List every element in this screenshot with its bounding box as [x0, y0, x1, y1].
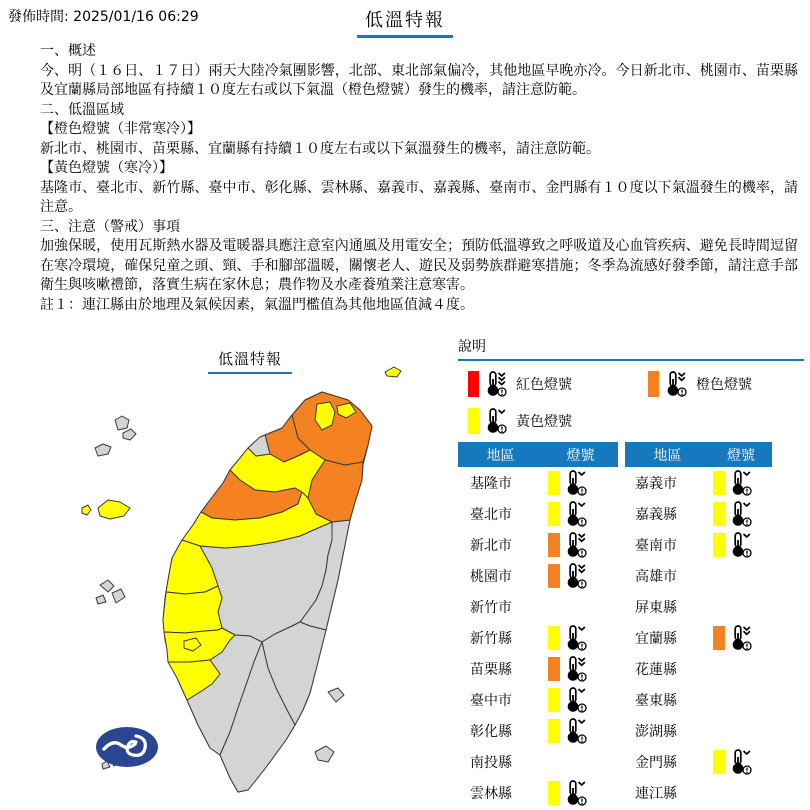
signal-swatch: [548, 502, 560, 526]
region-name: 苗栗縣: [470, 661, 512, 678]
table-header: [625, 442, 772, 467]
map-island-penghu: [96, 580, 125, 604]
signal-cell: [548, 624, 589, 652]
taiwan-map-image: [60, 340, 460, 810]
thermometer-icon: [563, 531, 589, 559]
signal-swatch: [548, 719, 560, 743]
region-name: 彰化縣: [470, 723, 512, 740]
signal-cell: [548, 469, 589, 497]
signal-swatch: [468, 408, 479, 434]
table-row: [625, 529, 772, 560]
region-name: 澎湖縣: [635, 723, 677, 740]
signal-swatch: [648, 371, 659, 397]
map-island-kinmen: [82, 500, 130, 519]
legend-item: [458, 365, 640, 402]
thermometer-icon: [563, 500, 589, 528]
region-name: 臺東縣: [635, 692, 677, 709]
signal-cell: [713, 624, 754, 652]
thermometer-icon: [728, 748, 754, 776]
signal-swatch: [713, 750, 725, 774]
region-name: 連江縣: [635, 785, 677, 802]
thermometer-icon: [563, 469, 589, 497]
thermometer-icon: [728, 624, 754, 652]
map-region-yunlin: [163, 586, 222, 633]
region-name: 臺北市: [470, 506, 512, 523]
publish-time: 發佈時間: 2025/01/16 06:29: [8, 9, 199, 25]
column-header-region: 地區: [486, 447, 515, 464]
table-row: [625, 622, 772, 653]
signal-swatch: [468, 371, 479, 397]
column-header-signal: 燈號: [566, 447, 595, 464]
section3-body: 加強保暖，使用瓦斯熱水器及電暖器具應注意室內通風及用電安全；預防低溫導致之呼吸道及心血管疾病、避免長時間逗留在寒冷環境，確保兒童之頭、頸、手和腳部溫暖，關懷老人、遊民及弱勢族群避寒措施；冬季為流感好發季節，請注意手部衛生與咳嗽禮節，落實生病在家休息；農作物及水產養殖業注意寒害。: [40, 238, 798, 293]
region-name: 雲林縣: [470, 785, 512, 802]
cwb-logo: [96, 727, 158, 767]
signal-cell: [548, 717, 589, 745]
map-island-matsu: [115, 416, 136, 440]
signal-table-right: [625, 442, 772, 808]
region-name: 臺南市: [635, 537, 677, 554]
table-row: [625, 653, 772, 684]
signal-swatch: [548, 781, 560, 805]
report-body: [40, 42, 798, 315]
table-row: [625, 715, 772, 746]
thermometer-icon: [563, 655, 589, 683]
legend-item-label: 橙色燈號: [696, 376, 752, 393]
signal-cell: [713, 531, 754, 559]
section3-heading: 三、注意（警戒）事項: [40, 218, 180, 235]
table-header: [458, 442, 618, 467]
note1: 註１：連江縣由於地理及氣候因素，氣溫門檻值為其他地區值減４度。: [40, 296, 474, 313]
table-row: [625, 498, 772, 529]
region-name: 新北市: [470, 537, 512, 554]
map-island-diaoyutai: [385, 367, 401, 377]
thermometer-icon: [563, 624, 589, 652]
map-title-wrap: [208, 348, 292, 374]
signal-swatch: [548, 688, 560, 712]
page-title: 低溫特報: [357, 6, 453, 38]
region-name: 嘉義縣: [635, 506, 677, 523]
table-row: [458, 622, 618, 653]
table-row: [625, 777, 772, 808]
signal-swatch: [713, 471, 725, 495]
legend-item-label: 黃色燈號: [516, 413, 572, 430]
legend-grid: [458, 365, 804, 439]
column-header-signal: 燈號: [727, 447, 755, 464]
table-body-right: [625, 467, 772, 808]
thermometer-icon: [563, 686, 589, 714]
legend-panel: [458, 336, 804, 808]
table-row: [458, 777, 618, 808]
signal-swatch: [713, 626, 725, 650]
map-island-wuqiu: [95, 444, 111, 456]
region-name: 臺中市: [470, 692, 512, 709]
thermometer-icon: [728, 500, 754, 528]
region-name: 花蓮縣: [635, 661, 677, 678]
section1-heading: 一、概述: [40, 43, 96, 59]
region-name: 新竹市: [470, 599, 512, 616]
table-row: [458, 715, 618, 746]
table-row: [458, 467, 618, 498]
thermometer-icon: [728, 469, 754, 497]
signal-swatch: [548, 626, 560, 650]
page-title-wrap: [0, 6, 810, 38]
thermometer-icon: [663, 370, 689, 398]
signal-cell: [548, 562, 589, 590]
thermometer-icon: [563, 717, 589, 745]
signal-cell: [548, 531, 589, 559]
column-header-region: 地區: [653, 447, 682, 464]
yellow-signal-heading: 【黃色燈號（寒冷）】: [40, 160, 173, 176]
region-name: 屏東縣: [635, 599, 677, 616]
signal-tables: [458, 442, 804, 808]
section1-body: 今、明（１６日、１７日）兩天大陸冷氣團影響，北部、東北部氣偏冷，其他地區早晚亦冷。今日新北市、桃園市、苗栗縣及宜蘭縣局部地區有持續１０度左右或以下氣溫（橙色燈號）發生的機率，請注意防範。: [40, 62, 798, 98]
orange-signal-body: 新北市、桃園市、苗栗縣、宜蘭縣有持續１０度左右或以下氣溫發生的機率，請注意防範。: [40, 140, 600, 157]
region-name: 新竹縣: [470, 630, 512, 647]
signal-cell: [713, 500, 754, 528]
table-row: [625, 467, 772, 498]
legend-item-label: 紅色燈號: [516, 376, 572, 393]
orange-signal-heading: 【橙色燈號（非常寒冷）】: [40, 121, 201, 137]
region-name: 基隆市: [470, 475, 512, 492]
signal-swatch: [713, 502, 725, 526]
legend-item: [640, 365, 804, 402]
table-row: [625, 560, 772, 591]
signal-cell: [548, 500, 589, 528]
map-island-green-island: [328, 688, 344, 702]
table-row: [458, 560, 618, 591]
signal-cell: [548, 779, 589, 807]
table-body-left: [458, 467, 618, 808]
taiwan-map-section: [60, 340, 460, 810]
thermometer-icon: [483, 370, 509, 398]
table-row: [458, 746, 618, 777]
signal-swatch: [548, 533, 560, 557]
table-row: [458, 498, 618, 529]
signal-cell: [713, 748, 754, 776]
region-name: 高雄市: [635, 568, 677, 585]
section2-heading: 二、低溫區域: [40, 101, 124, 118]
yellow-signal-body: 基隆市、臺北市、新竹縣、臺中市、彰化縣、雲林縣、嘉義市、嘉義縣、臺南市、金門縣有１０度以下氣溫發生的機率，請注意。: [40, 179, 798, 215]
region-name: 宜蘭縣: [635, 630, 677, 647]
region-name: 嘉義市: [635, 475, 677, 492]
signal-table-left: [458, 442, 618, 808]
legend-divider: [458, 359, 804, 361]
thermometer-icon: [483, 407, 509, 435]
region-name: 桃園市: [470, 568, 512, 585]
table-row: [625, 591, 772, 622]
thermometer-icon: [563, 562, 589, 590]
table-row: [625, 684, 772, 715]
table-row: [458, 684, 618, 715]
table-row: [458, 591, 618, 622]
thermometer-icon: [563, 779, 589, 807]
signal-swatch: [713, 533, 725, 557]
legend-item: [458, 402, 640, 439]
region-name: 金門縣: [635, 754, 677, 771]
map-title: 低溫特報: [208, 348, 292, 374]
thermometer-icon: [728, 531, 754, 559]
signal-cell: [548, 686, 589, 714]
table-row: [625, 746, 772, 777]
signal-cell: [548, 655, 589, 683]
region-name: 南投縣: [470, 754, 512, 771]
legend-title: 說明: [458, 339, 486, 355]
signal-swatch: [548, 471, 560, 495]
table-row: [458, 529, 618, 560]
signal-cell: [713, 469, 754, 497]
table-row: [458, 653, 618, 684]
map-island-orchid-island: [315, 746, 334, 762]
signal-swatch: [548, 657, 560, 681]
signal-swatch: [548, 564, 560, 588]
